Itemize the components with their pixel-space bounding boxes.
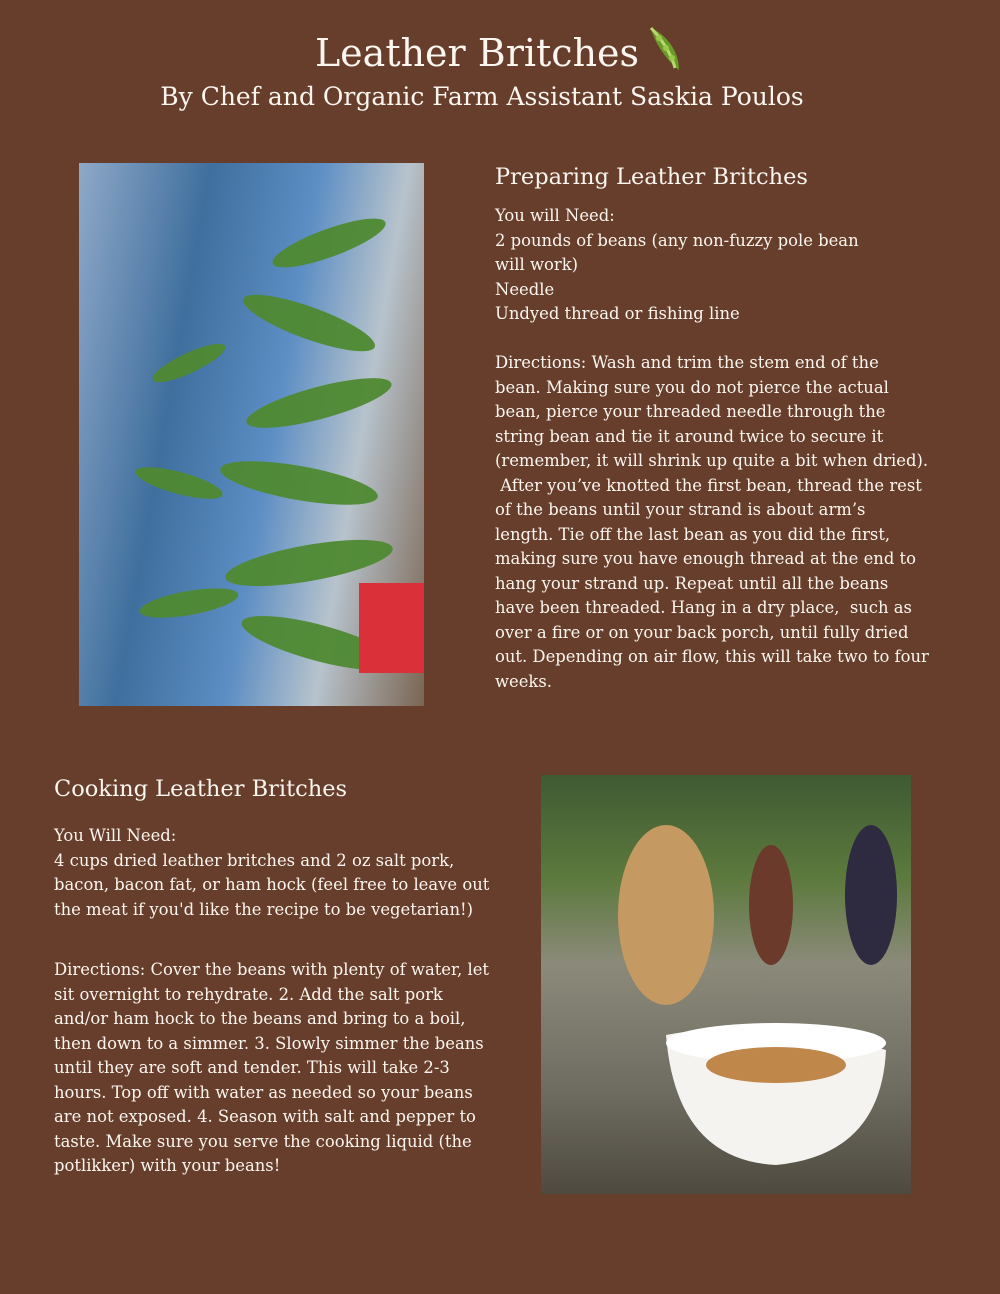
- dried-beans-and-bowl-photo: [541, 775, 911, 1194]
- text-line: Undyed thread or fishing line: [495, 304, 740, 323]
- text-line: 4 cups dried leather britches and 2 oz salt pork,: [54, 850, 455, 870]
- text-line: hang your strand up. Repeat until all the beans: [495, 573, 889, 593]
- text-line: weeks.: [495, 671, 552, 691]
- cooking-heading: Cooking Leather Britches: [54, 776, 348, 802]
- text-line: string bean and tie it around twice to secure it: [495, 426, 884, 446]
- text-line: hours. Top off with water as needed so your beans: [54, 1082, 473, 1102]
- text-line: After you’ve knotted the first bean, thread the rest: [495, 475, 922, 495]
- text-line: will work): [495, 255, 579, 274]
- text-line: out. Depending on air flow, this will take two to four: [495, 647, 929, 666]
- text-line: are not exposed. 4. Season with salt and pepper to: [54, 1107, 476, 1126]
- text-line: length. Tie off the last bean as you did the first,: [495, 524, 891, 544]
- preparing-heading: Preparing Leather Britches: [495, 164, 808, 190]
- text-line: of the beans until your strand is about arm’s: [495, 500, 866, 519]
- page-subtitle: By Chef and Organic Farm Assistant Saskia Poulos: [160, 82, 804, 111]
- text-line: and/or ham hock to the beans and bring to a boil,: [54, 1009, 466, 1028]
- text-line: potlikker) with your beans!: [54, 1156, 281, 1175]
- cooking-section: [54, 774, 489, 1179]
- text-line: over a fire or on your back porch, until fully dried: [495, 622, 909, 642]
- dried-beans-illustration: [541, 775, 911, 1194]
- text-line: bean, pierce your threaded needle through the: [495, 402, 886, 421]
- text-line: the meat if you'd like the recipe to be vegetarian!): [54, 899, 473, 919]
- page-title: Leather Britches: [0, 24, 1000, 77]
- text-line: Directions: Wash and trim the stem end of the: [495, 353, 879, 372]
- text-line: You Will Need:: [54, 826, 177, 845]
- text-line: taste. Make sure you serve the cooking liquid (the: [54, 1131, 472, 1151]
- cooking-directions: [54, 958, 489, 1179]
- pea-pod-icon: [645, 24, 685, 76]
- hanging-green-beans-photo: [79, 163, 424, 706]
- text-line: Directions: Cover the beans with plenty of water, let: [54, 960, 489, 979]
- text-line: 2 pounds of beans (any non-fuzzy pole bean: [495, 230, 859, 250]
- preparing-ingredients: [495, 204, 929, 327]
- bean-strands-illustration: [79, 163, 424, 706]
- text-line: Needle: [495, 279, 555, 299]
- text-line: You will Need:: [495, 206, 615, 225]
- text-line: have been threaded. Hang in a dry place, such as: [495, 598, 912, 617]
- text-line: then down to a simmer. 3. Slowly simmer the beans: [54, 1033, 484, 1053]
- text-line: (remember, it will shrink up quite a bit when dried).: [495, 451, 929, 470]
- preparing-directions: [495, 351, 929, 694]
- text-line: making sure you have enough thread at the end to: [495, 549, 916, 568]
- text-line: bean. Making sure you do not pierce the actual: [495, 377, 889, 397]
- text-line: bacon, bacon fat, or ham hock (feel free to leave out: [54, 875, 490, 894]
- text-line: sit overnight to rehydrate. 2. Add the salt pork: [54, 984, 443, 1004]
- preparing-section: [495, 162, 929, 694]
- text-line: until they are soft and tender. This will take 2-3: [54, 1058, 450, 1077]
- cooking-ingredients: [54, 824, 489, 922]
